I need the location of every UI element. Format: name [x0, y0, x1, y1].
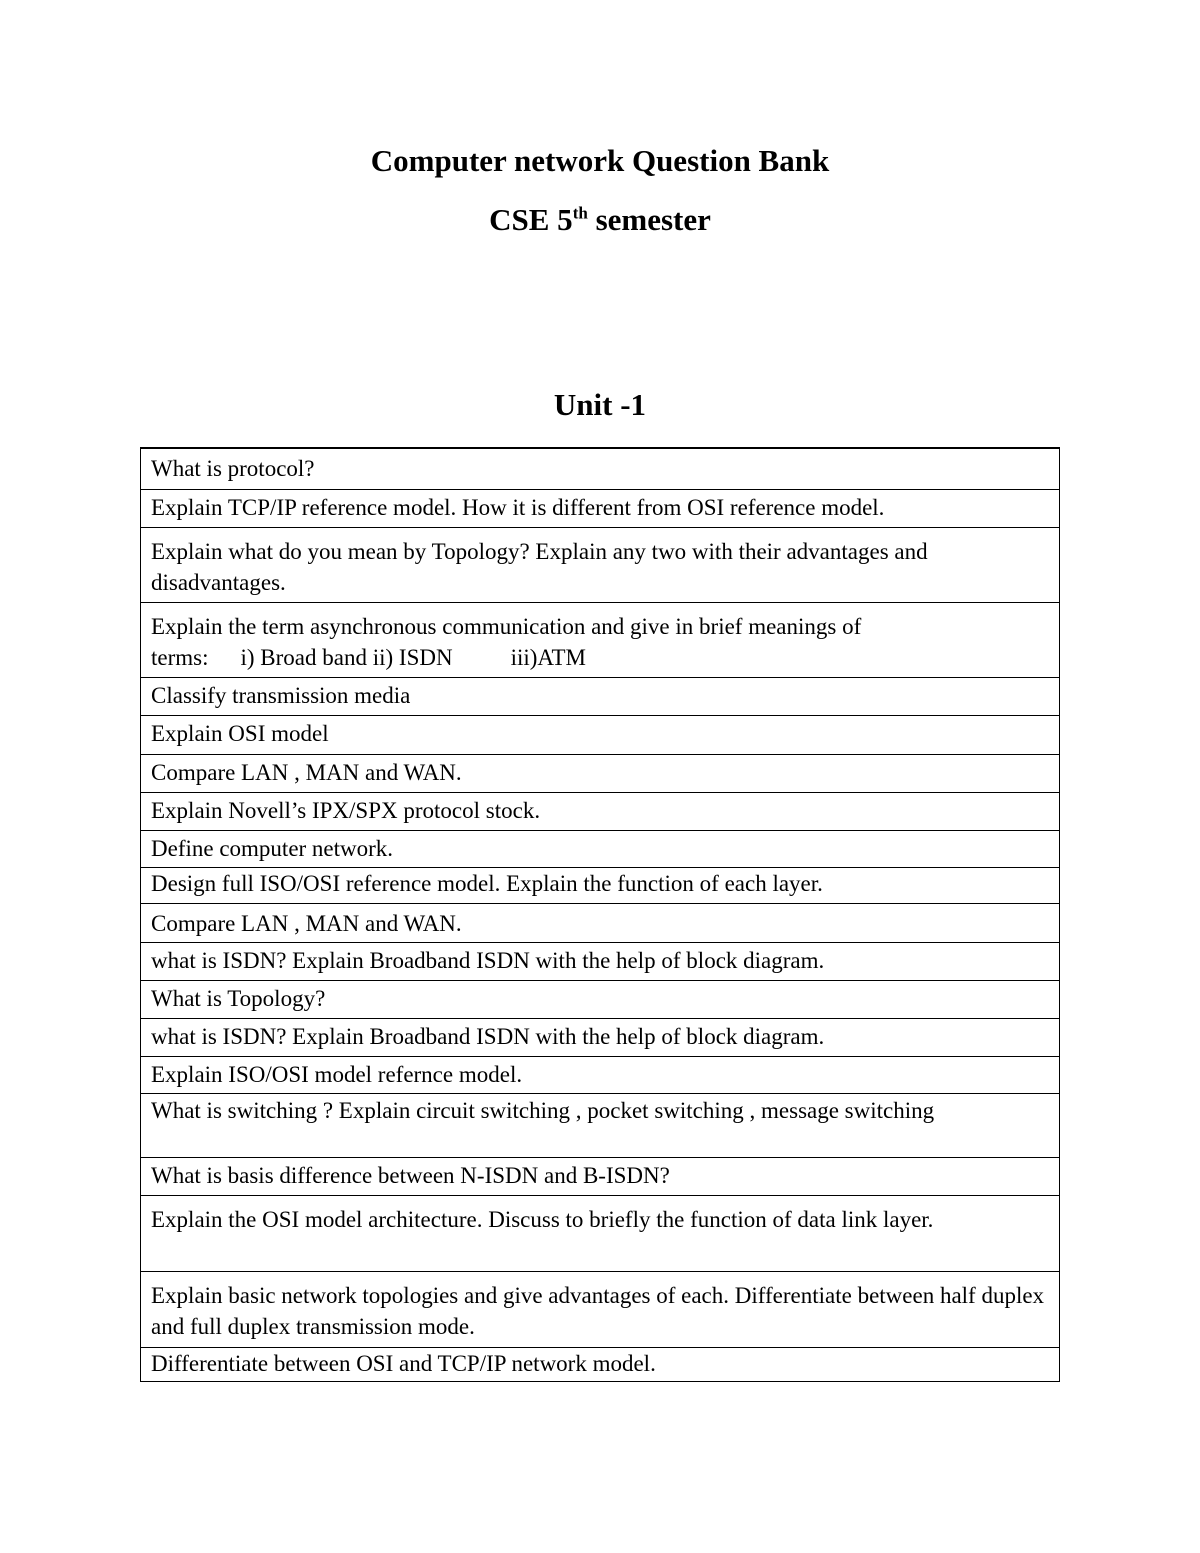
- question-cell: what is ISDN? Explain Broadband ISDN with the help of block diagram.: [141, 1019, 1060, 1057]
- subtitle-prefix: CSE 5: [489, 202, 573, 237]
- question-cell: Differentiate between OSI and TCP/IP network model.: [141, 1348, 1060, 1382]
- question-cell: What is basis difference between N-ISDN and B-ISDN?: [141, 1158, 1060, 1196]
- table-row: [141, 868, 1060, 904]
- question-table: [140, 447, 1060, 1382]
- question-cell: Explain what do you mean by Topology? Explain any two with their advantages and disadvantages.: [141, 528, 1060, 603]
- term-item: ii) ISDN: [372, 645, 453, 670]
- question-cell: What is Topology?: [141, 981, 1060, 1019]
- table-row: [141, 943, 1060, 981]
- table-row: [141, 755, 1060, 793]
- term-item: i) Broad band: [240, 645, 367, 670]
- terms-label: terms:: [151, 645, 209, 670]
- table-row: [141, 716, 1060, 755]
- table-row: [141, 1019, 1060, 1057]
- table-row: [141, 793, 1060, 831]
- table-row: [141, 528, 1060, 603]
- table-row: [141, 831, 1060, 868]
- question-text: Explain the term asynchronous communication and give in brief meanings of: [151, 614, 862, 639]
- question-cell: Explain OSI model: [141, 716, 1060, 755]
- term-item: iii)ATM: [510, 645, 586, 670]
- question-cell: Define computer network.: [141, 831, 1060, 868]
- question-cell: Explain basic network topologies and give advantages of each. Differentiate between half duplex and full duplex transmission mode.: [141, 1272, 1060, 1348]
- table-row: [141, 1272, 1060, 1348]
- question-cell: Design full ISO/OSI reference model. Explain the function of each layer.: [141, 868, 1060, 904]
- unit-heading: Unit -1: [553, 387, 647, 422]
- question-cell: what is ISDN? Explain Broadband ISDN with the help of block diagram.: [141, 943, 1060, 981]
- subtitle-superscript: th: [572, 203, 588, 223]
- question-cell: Compare LAN , MAN and WAN.: [141, 755, 1060, 793]
- question-cell: [141, 603, 1060, 678]
- table-row: [141, 1094, 1060, 1158]
- document-title: Computer network Question Bank: [370, 143, 830, 178]
- table-row: [141, 904, 1060, 943]
- question-cell: Explain Novell’s IPX/SPX protocol stock.: [141, 793, 1060, 831]
- table-row: [141, 603, 1060, 678]
- table-row: [141, 1158, 1060, 1196]
- question-cell: Explain the OSI model architecture. Discuss to briefly the function of data link layer.: [141, 1196, 1060, 1272]
- question-cell: Explain TCP/IP reference model. How it is different from OSI reference model.: [141, 490, 1060, 528]
- table-row: [141, 448, 1060, 490]
- table-row: [141, 678, 1060, 716]
- table-row: [141, 490, 1060, 528]
- table-row: [141, 1348, 1060, 1382]
- table-row: [141, 981, 1060, 1019]
- table-row: [141, 1057, 1060, 1094]
- question-cell: What is protocol?: [141, 448, 1060, 490]
- question-cell: Compare LAN , MAN and WAN.: [141, 904, 1060, 943]
- question-cell: Explain ISO/OSI model refernce model.: [141, 1057, 1060, 1094]
- table-row: [141, 1196, 1060, 1272]
- document-subtitle: [0, 200, 1200, 240]
- question-cell: Classify transmission media: [141, 678, 1060, 716]
- question-cell: What is switching ? Explain circuit switching , pocket switching , message switching: [141, 1094, 1060, 1158]
- subtitle-suffix: semester: [587, 202, 711, 237]
